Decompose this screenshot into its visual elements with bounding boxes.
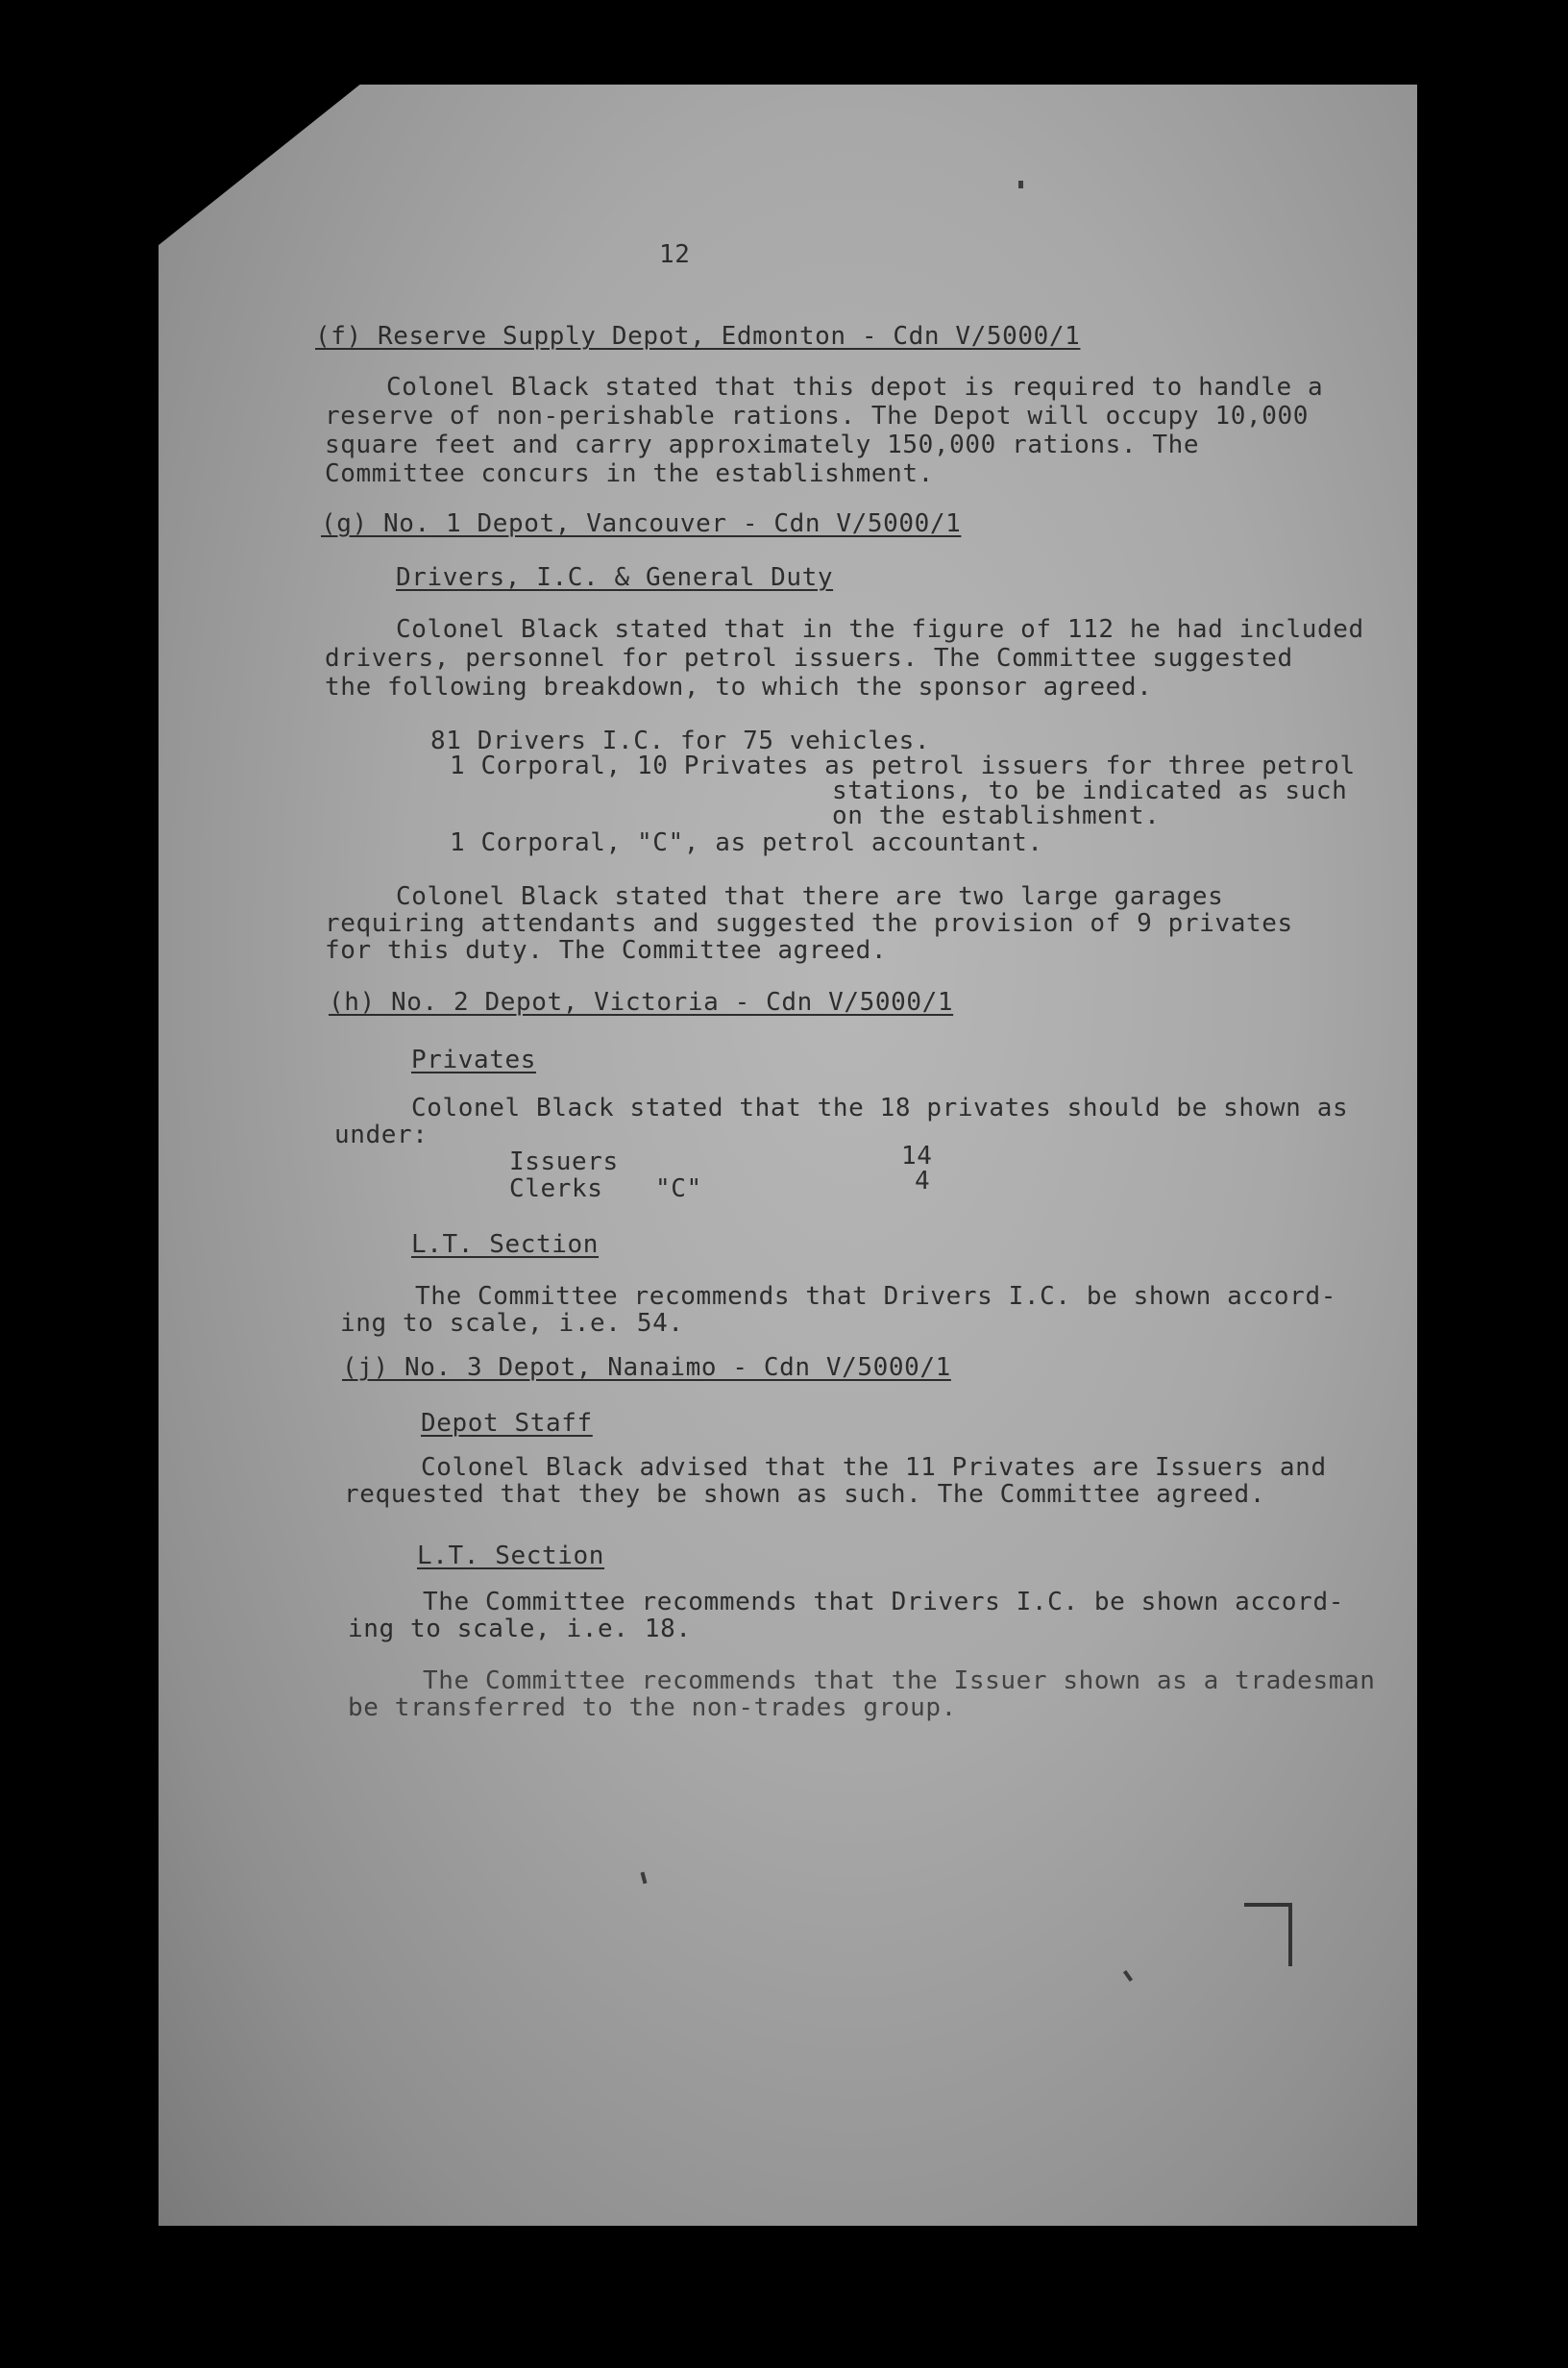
section-j-subheading: Depot Staff xyxy=(421,1409,593,1438)
section-j-para2-line-2: ing to scale, i.e. 18. xyxy=(348,1615,692,1643)
section-g-para2-line-2: requiring attendants and suggested the provision of 9 privates xyxy=(325,909,1293,938)
section-j-para3-line-2: be transferred to the non-trades group. xyxy=(348,1693,957,1722)
section-h-para2-line-1: The Committee recommends that Drivers I.C. be shown accord- xyxy=(415,1282,1336,1311)
section-g-line-2: drivers, personnel for petrol issuers. The Committee suggested xyxy=(325,644,1293,673)
section-g-line-3: the following breakdown, to which the sponsor agreed. xyxy=(325,673,1153,702)
list-item: on the establishment. xyxy=(832,802,1161,830)
section-h-para2-line-2: ing to scale, i.e. 54. xyxy=(340,1309,684,1338)
section-f-line-1: Colonel Black stated that this depot is required to handle a xyxy=(386,373,1324,402)
section-h-subheading: Privates xyxy=(411,1046,537,1074)
section-g-para2-line-3: for this duty. The Committee agreed. xyxy=(325,936,888,965)
corner-mark xyxy=(1244,1903,1292,1966)
list-item: 81 Drivers I.C. for 75 vehicles. xyxy=(430,727,931,755)
table-row-grade: "C" xyxy=(655,1174,702,1203)
section-f-line-4: Committee concurs in the establishment. xyxy=(325,459,934,488)
section-h-line-1: Colonel Black stated that the 18 privates should be shown as xyxy=(411,1094,1349,1122)
section-heading-h: (h) No. 2 Depot, Victoria - Cdn V/5000/1 xyxy=(329,988,954,1017)
list-item: 1 Corporal, "C", as petrol accountant. xyxy=(450,828,1043,857)
section-j-para2-line-1: The Committee recommends that Drivers I.C. be shown accord- xyxy=(423,1588,1344,1616)
section-f-line-2: reserve of non-perishable rations. The Depot will occupy 10,000 xyxy=(325,402,1309,431)
section-j-line-1: Colonel Black advised that the 11 Privates are Issuers and xyxy=(421,1453,1327,1482)
section-h-line-2: under: xyxy=(334,1121,429,1149)
section-j-subheading-2: L.T. Section xyxy=(417,1542,605,1570)
table-row-count: 4 xyxy=(915,1167,931,1196)
table-row-label: Clerks xyxy=(509,1174,603,1203)
section-g-subheading: Drivers, I.C. & General Duty xyxy=(396,563,834,592)
section-f-line-3: square feet and carry approximately 150,000 rations. The xyxy=(325,431,1200,459)
section-heading-j: (j) No. 3 Depot, Nanaimo - Cdn V/5000/1 xyxy=(342,1353,951,1382)
section-heading-g: (g) No. 1 Depot, Vancouver - Cdn V/5000/1 xyxy=(321,509,962,538)
section-j-para3-line-1: The Committee recommends that the Issuer shown as a tradesman xyxy=(423,1666,1376,1695)
section-j-line-2: requested that they be shown as such. The Committee agreed. xyxy=(344,1480,1265,1509)
section-g-line-1: Colonel Black stated that in the figure of 112 he had included xyxy=(396,615,1364,644)
list-item: stations, to be indicated as such xyxy=(832,777,1348,805)
section-g-para2-line-1: Colonel Black stated that there are two large garages xyxy=(396,882,1224,911)
section-h-subheading-2: L.T. Section xyxy=(411,1230,600,1259)
speck-mark xyxy=(1018,181,1023,188)
table-row-count: 14 xyxy=(901,1142,933,1171)
page-number: 12 xyxy=(659,240,691,269)
table-row-label: Issuers xyxy=(509,1147,619,1176)
list-item: 1 Corporal, 10 Privates as petrol issuers for three petrol xyxy=(450,752,1356,780)
section-heading-f: (f) Reserve Supply Depot, Edmonton - Cdn V/5000/1 xyxy=(315,322,1081,351)
